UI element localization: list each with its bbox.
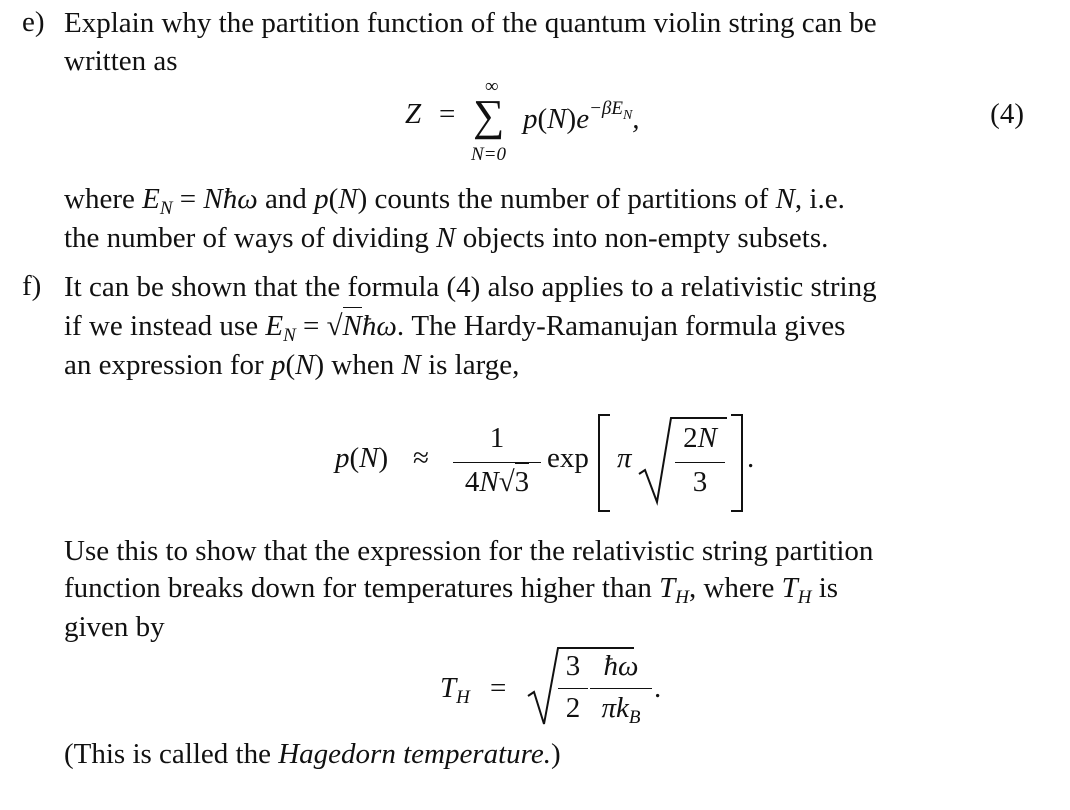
exp-label: exp bbox=[547, 442, 589, 474]
hardy-ramanujan-equation: p(N) ≈ 1 4N√3 exp π 2N 3 . bbox=[335, 410, 755, 520]
part-f-text-line-2: if we instead use $E_N$ = √Nħω. The Hardy-Ramanujan formula gives bbox=[64, 309, 845, 353]
equation-number: (4) bbox=[990, 98, 1024, 130]
part-e-where-line-1: where $E_N$ = Nħω and p(N) counts the number of partitions of N, i.e. bbox=[64, 183, 845, 219]
hagedorn-equation: $T_H$ = 3 2 ħω $\pi k_B$ . bbox=[440, 646, 680, 736]
part-f-label: f) bbox=[22, 270, 42, 302]
part-f-text-line-1: It can be shown that the formula (4) also applies to a relativistic string bbox=[64, 271, 877, 303]
part-f-use-line-3: given by bbox=[64, 611, 165, 643]
hagedorn-term: Hagedorn temperature. bbox=[278, 738, 551, 770]
part-f-use-line-2: function breaks down for temperatures higher than $T_H$, where $T_H$ is bbox=[64, 572, 839, 608]
equation-4: Z = ∑ ∞ N=0 $p(N)e^{-\beta E_N}$, bbox=[405, 76, 640, 165]
sum-lower-limit: N=0 bbox=[471, 144, 506, 165]
part-f-text-line-3: an expression for p(N) when N is large, bbox=[64, 349, 520, 381]
sum-upper-limit: ∞ bbox=[485, 76, 499, 97]
part-e-text-line-2: written as bbox=[64, 45, 178, 77]
part-e-where-line-2: the number of ways of dividing N objects into non-empty subsets. bbox=[64, 222, 829, 254]
hagedorn-note: (This is called the Hagedorn temperature.) bbox=[64, 738, 561, 770]
part-f-use-line-1: Use this to show that the expression for the relativistic string partition bbox=[64, 535, 874, 567]
part-e-text-line-1: Explain why the partition function of the quantum violin string can be bbox=[64, 7, 877, 39]
part-e-label: e) bbox=[22, 6, 45, 38]
